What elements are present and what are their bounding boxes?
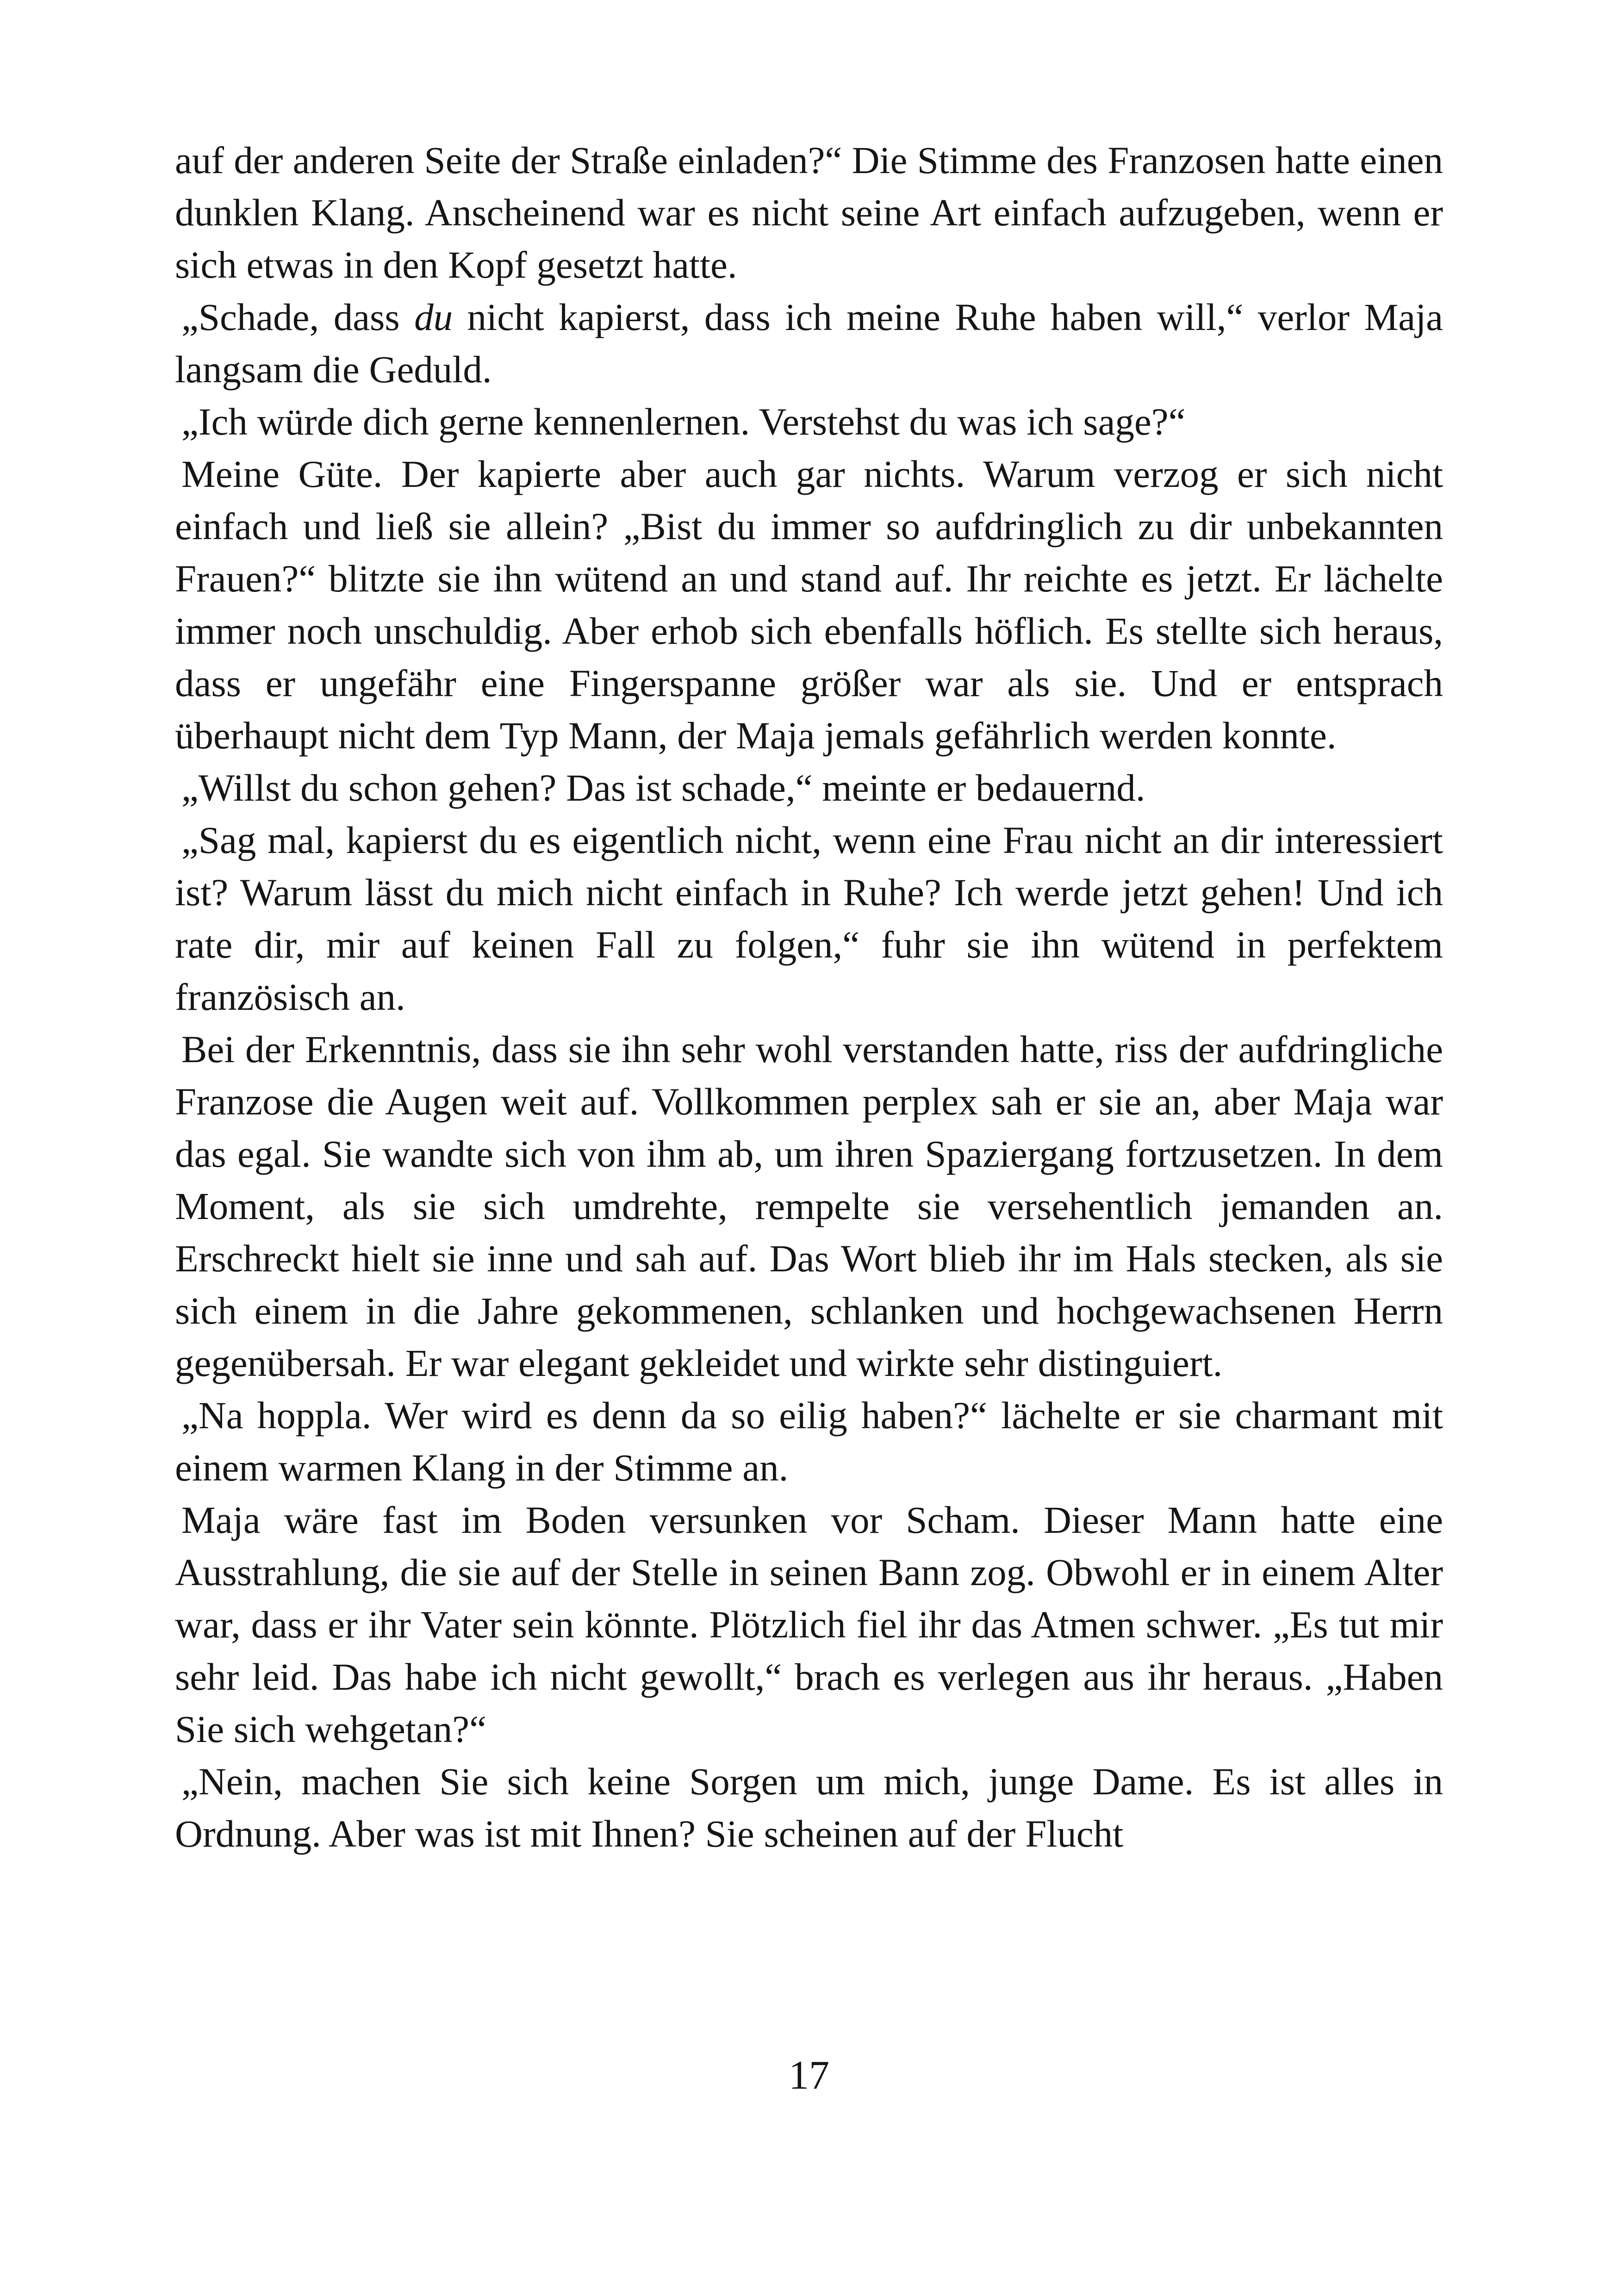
page-number: 17 — [789, 2053, 829, 2098]
paragraph: auf der anderen Seite der Straße einladen?“ Die Stimme des Franzosen hatte einen dunklen Klang. Anscheinend war es nicht seine Art einfach aufzugeben, wenn er sich etwas in den Kopf gesetzt hatte. — [175, 139, 1443, 286]
paragraph: „Nein, machen Sie sich keine Sorgen um mich, junge Dame. Es ist alles in Ordnung. Aber was ist mit Ihnen? Sie scheinen auf der Flucht — [175, 1760, 1443, 1855]
paragraph: „Sag mal, kapierst du es eigentlich nicht, wenn eine Frau nicht an dir interessiert ist? Warum lässt du mich nicht einfach in Ruhe? Ich werde jetzt gehen! Und ich rate dir, mir auf keinen Fall zu folgen,“ fuhr sie ihn wütend in perfektem französisch an. — [175, 819, 1443, 1018]
paragraph: „Na hoppla. Wer wird es denn da so eilig haben?“ lächelte er sie charmant mit einem warmen Klang in der Stimme an. — [175, 1394, 1443, 1489]
paragraph-text: nicht kapierst, dass ich meine Ruhe haben will,“ verlor Maja langsam die Geduld. — [175, 296, 1443, 391]
paragraph: „Ich würde dich gerne kennenlernen. Verstehst du was ich sage?“ — [181, 400, 1186, 443]
paragraph: Bei der Erkenntnis, dass sie ihn sehr wohl verstanden hatte, riss der aufdringliche Franzose die Augen weit auf. Vollkommen perplex sah er sie an, aber Maja war das egal. Sie wandte sich von ihm ab, um ihren Spaziergang fortzusetzen. In dem Moment, als sie sich umdrehte, rempelte sie versehentlich jemanden an. Erschreckt hielt sie inne und sah auf. Das Wort blieb ihr im Hals stecken, als sie sich einem in die Jahre gekommenen, schlanken und hochgewachsenen Herrn gegenübersah. Er war elegant gekleidet und wirkte sehr distinguiert. — [175, 1028, 1443, 1384]
paragraph: Meine Güte. Der kapierte aber auch gar nichts. Warum verzog er sich nicht einfach und ließ sie allein? „Bist du immer so aufdringlich zu dir unbekannten Frauen?“ blitzte sie ihn wütend an und stand auf. Ihr reichte es jetzt. Er lächelte immer noch unschuldig. Aber erhob sich ebenfalls höflich. Es stellte sich heraus, dass er ungefähr eine Fingerspanne größer war als sie. Und er entsprach überhaupt nicht dem Typ Mann, der Maja jemals gefährlich werden konnte. — [175, 453, 1443, 757]
emphasized-word: du — [414, 296, 453, 338]
body-text — [175, 134, 1443, 1860]
paragraph — [175, 291, 1443, 396]
paragraph: Maja wäre fast im Boden versunken vor Scham. Dieser Mann hatte eine Ausstrahlung, die sie auf der Stelle in seinen Bann zog. Obwohl er in einem Alter war, dass er ihr Vater sein könnte. Plötzlich fiel ihr das Atmen schwer. „Es tut mir sehr leid. Das habe ich nicht gewollt,“ brach es verlegen aus ihr heraus. „Haben Sie sich wehgetan?“ — [175, 1499, 1443, 1750]
paragraph: „Willst du schon gehen? Das ist schade,“ meinte er bedauernd. — [181, 766, 1145, 809]
paragraph-text: „Schade, dass — [181, 296, 415, 338]
